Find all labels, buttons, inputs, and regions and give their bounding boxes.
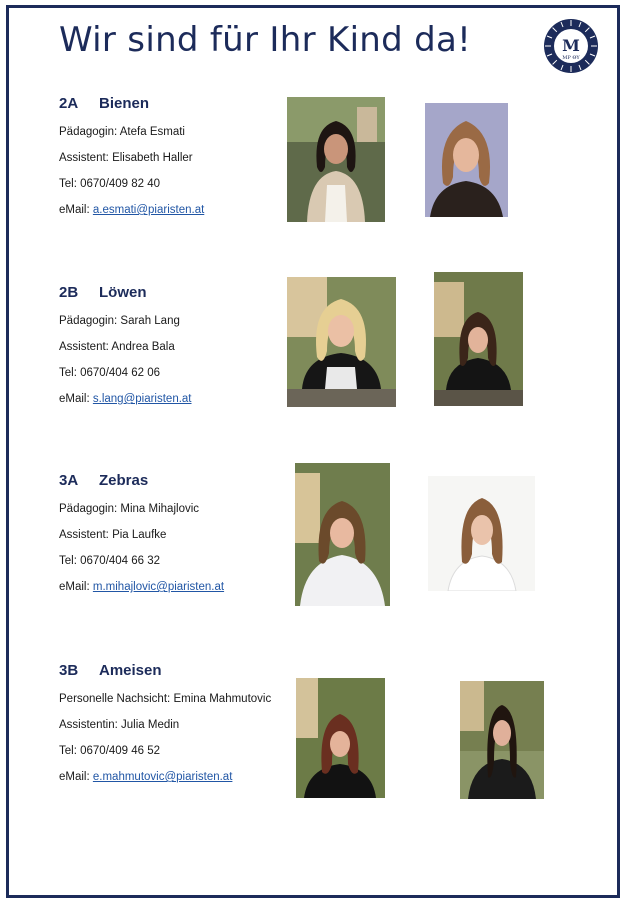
phone-number: 0670/404 62 06: [80, 367, 161, 379]
email-line: eMail: a.esmati@piaristen.at: [59, 204, 205, 216]
assistant-line: Assistent: Pia Laufke: [59, 529, 167, 541]
phone-line: Tel: 0670/409 46 52: [59, 745, 161, 757]
email-link[interactable]: s.lang@piaristen.at: [92, 393, 192, 405]
group-code: 2A: [59, 95, 79, 112]
lead-line: Personelle Nachsicht: Emina Mahmutovic: [59, 693, 272, 705]
group-code: 2B: [59, 284, 79, 301]
photo-3a-lead: [295, 463, 390, 606]
assistant-line: Assistentin: Julia Medin: [59, 719, 180, 731]
email-link[interactable]: m.mihajlovic@piaristen.at: [92, 581, 225, 593]
photo-3a-assistant: [428, 476, 535, 591]
group-section-3b: [59, 662, 319, 785]
group-name: Ameisen: [99, 662, 162, 679]
email-line: eMail: m.mihajlovic@piaristen.at: [59, 581, 225, 593]
group-heading: [59, 662, 319, 682]
lead-name: Mina Mihajlovic: [120, 503, 200, 515]
group-name: Löwen: [99, 284, 147, 301]
lead-name: Atefa Esmati: [119, 126, 185, 138]
lead-line: Pädagogin: Mina Mihajlovic: [59, 503, 200, 515]
svg-text:M: M: [562, 36, 580, 55]
phone-number: 0670/409 82 40: [80, 178, 161, 190]
email-line: eMail: e.mahmutovic@piaristen.at: [59, 771, 233, 783]
lead-name: Emina Mahmutovic: [173, 693, 272, 705]
group-section-3a: [59, 472, 309, 595]
phone-number: 0670/409 46 52: [80, 745, 161, 757]
group-name: Bienen: [99, 95, 150, 112]
group-code: 3A: [59, 472, 79, 489]
assistant-line: Assistent: Andrea Bala: [59, 341, 175, 353]
phone-line: Tel: 0670/404 62 06: [59, 367, 161, 379]
email-line: eMail: s.lang@piaristen.at: [59, 393, 192, 405]
lead-name: Sarah Lang: [120, 315, 180, 327]
group-heading: [59, 472, 309, 492]
group-section-2b: [59, 284, 309, 407]
group-heading: [59, 284, 309, 304]
photo-2b-assistant: [434, 272, 523, 406]
phone-line: Tel: 0670/409 82 40: [59, 178, 161, 190]
group-code: 3B: [59, 662, 79, 679]
email-link[interactable]: a.esmati@piaristen.at: [92, 204, 205, 216]
group-name: Zebras: [99, 472, 149, 489]
lead-line: Pädagogin: Sarah Lang: [59, 315, 180, 327]
email-link[interactable]: e.mahmutovic@piaristen.at: [92, 771, 233, 783]
assistant-name: Pia Laufke: [112, 529, 167, 541]
phone-number: 0670/404 66 32: [80, 555, 161, 567]
svg-text:MP ΘY: MP ΘY: [562, 55, 580, 61]
phone-line: Tel: 0670/404 66 32: [59, 555, 161, 567]
page-title: Wir sind für Ihr Kind da!: [59, 20, 472, 60]
photo-2b-lead: [287, 277, 396, 407]
photo-3b-assistant: [460, 681, 544, 799]
assistant-name: Andrea Bala: [111, 341, 175, 353]
group-section-2a: [59, 95, 309, 218]
photo-2a-assistant: [425, 103, 508, 217]
lead-line: Pädagogin: Atefa Esmati: [59, 126, 185, 138]
photo-3b-lead: [296, 678, 385, 798]
piarist-emblem-icon: [543, 18, 599, 74]
group-heading: [59, 95, 309, 115]
assistant-name: Elisabeth Haller: [112, 152, 193, 164]
assistant-line: Assistent: Elisabeth Haller: [59, 152, 193, 164]
assistant-name: Julia Medin: [121, 719, 180, 731]
photo-2a-lead: [287, 97, 385, 222]
